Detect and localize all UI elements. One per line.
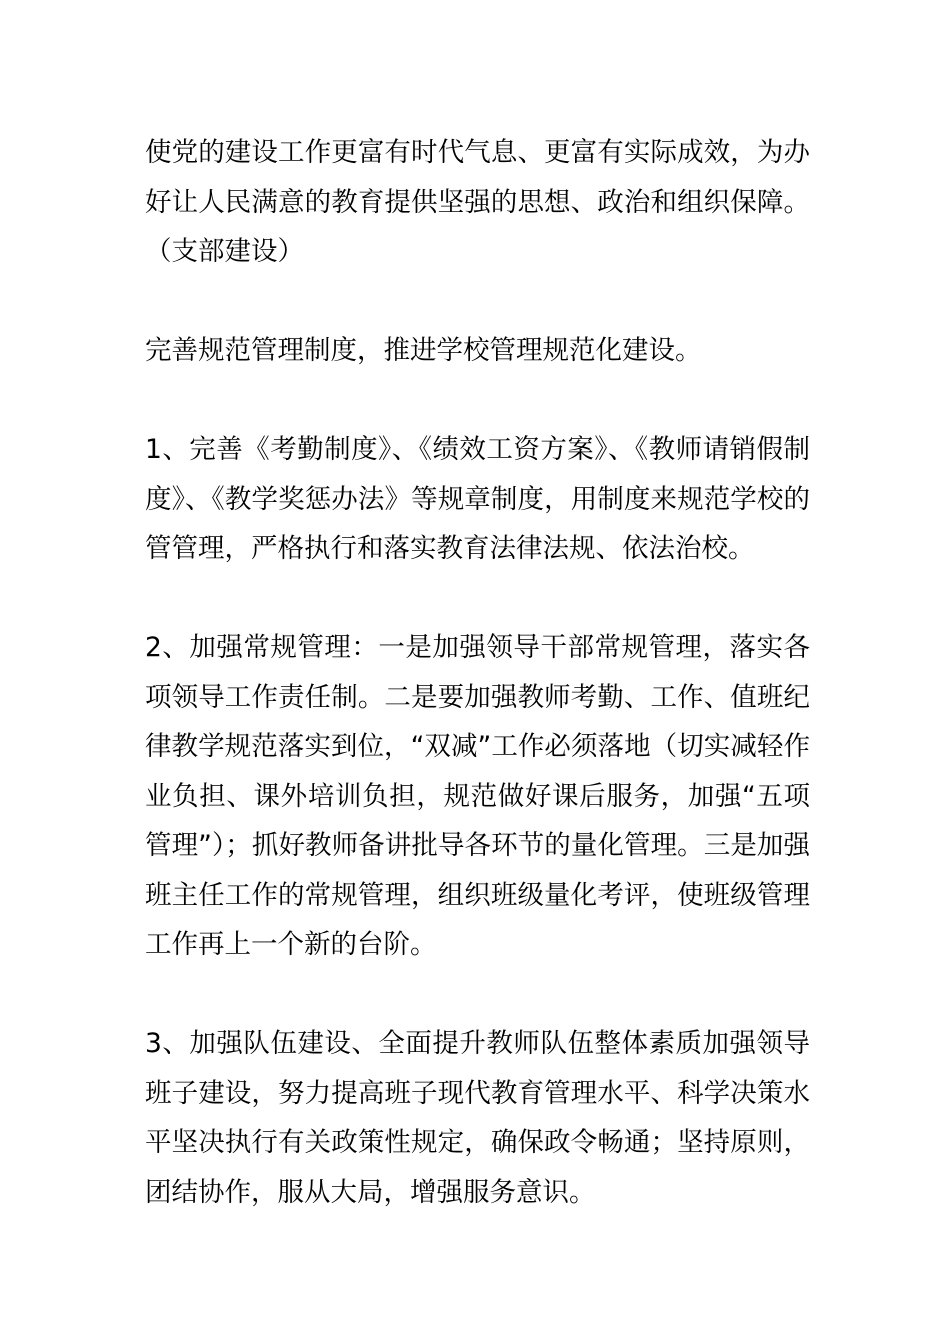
document-body (145, 128, 810, 1217)
paragraph-party-building: 使党的建设工作更富有时代气息、更富有实际成效，为办好让人民满意的教育提供坚强的思想、政治和组织保障。（支部建设） (145, 137, 810, 267)
paragraph-management-heading: 完善规范管理制度，推进学校管理规范化建设。 (145, 335, 702, 366)
paragraph-item-1-regulations: 1、完善《考勤制度》、《绩效工资方案》、《教师请销假制度》、《教学奖惩办法》等规章制度，用制度来规范学校的管管理，严格执行和落实教育法律法规、依法治校。 (145, 434, 810, 564)
paragraph-item-3-team-building: 3、加强队伍建设、全面提升教师队伍整体素质加强领导班子建设，努力提高班子现代教育管理水平、科学决策水平坚决执行有关政策性规定，确保政令畅通；坚持原则，团结协作，服从大局，增强服务意识。 (145, 1028, 810, 1208)
paragraph-item-2-routine-management: 2、加强常规管理：一是加强领导干部常规管理，落实各项领导工作责任制。二是要加强教师考勤、工作、值班纪律教学规范落实到位，“双减”工作必须落地（切实减轻作业负担、课外培训负担，规范做好课后服务，加强“五项管理”）；抓好教师备讲批导各环节的量化管理。三是加强班主任工作的常规管理，组织班级量化考评，使班级管理工作再上一个新的台阶。 (145, 632, 810, 960)
